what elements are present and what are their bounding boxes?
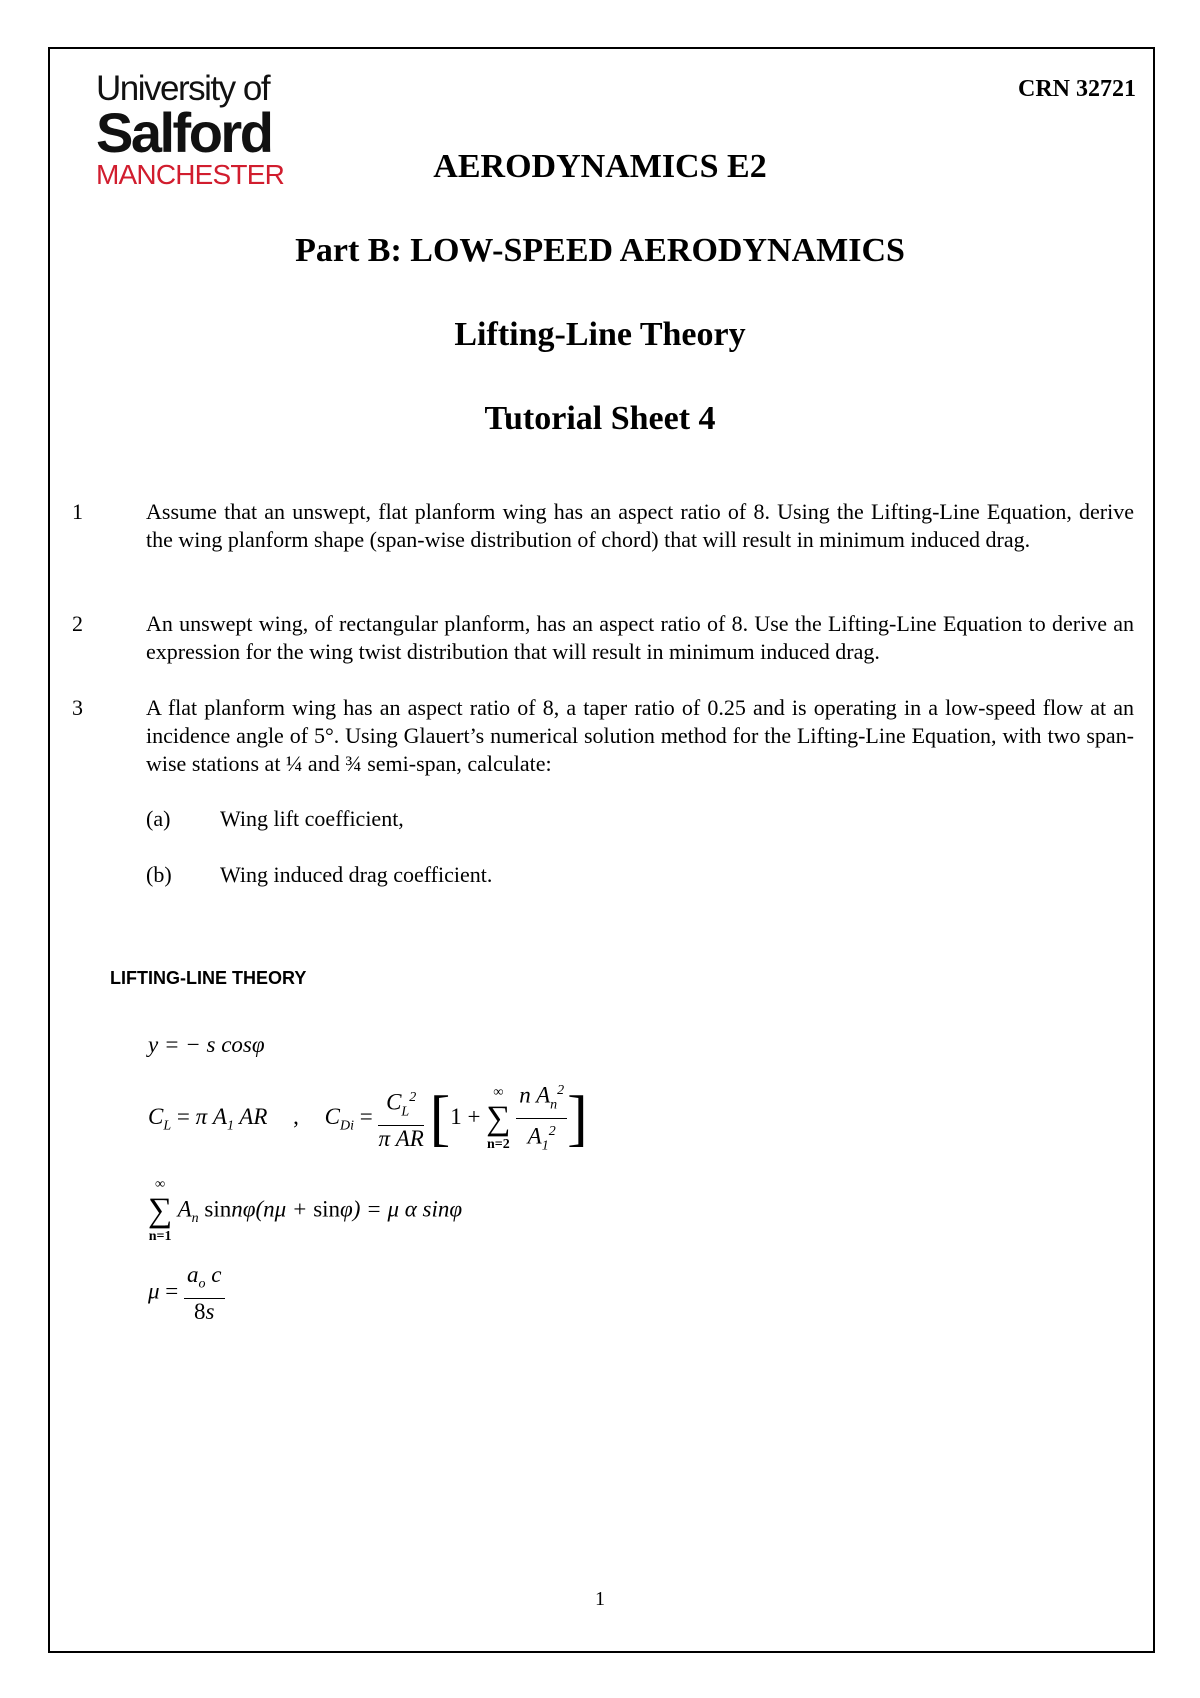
part-title: Part B: LOW-SPEED AERODYNAMICS (295, 232, 905, 269)
subpart-label: (a) (146, 806, 171, 831)
question-text: A flat planform wing has an aspect ratio of 8, a taper ratio of 0.25 and is operating in a low-speed flow at an incidence angle of 5°. Using Glauert’s numerical solution method for the Lifting-Line Equation, with two span-wise stations at ¼ and ¾ semi-span, calculate: (146, 695, 1134, 776)
question-number: 3 (72, 695, 83, 720)
sheet-title: Tutorial Sheet 4 (484, 400, 716, 437)
formula-heading: LIFTING-LINE THEORY (110, 968, 307, 988)
question-number: 1 (72, 499, 83, 524)
question-text: An unswept wing, of rectangular planform, has an aspect ratio of 8. Use the Lifting-Line Equation to derive an expression for the wing twist distribution that will result in minimum induced drag. (146, 611, 1134, 664)
equation-y: y = − s cosφ (148, 1032, 265, 1057)
question-1 (72, 498, 1134, 554)
question-2 (72, 610, 1134, 666)
subpart-text: Wing induced drag coefficient. (220, 862, 493, 887)
question-text: Assume that an unswept, flat planform wing has an aspect ratio of 8. Using the Lifting-Line Equation, derive the wing planform shape (span-wise distribution of chord) that will result in minimum induced drag. (146, 499, 1134, 552)
logo-line-manchester: MANCHESTER (96, 159, 285, 190)
subpart-label: (b) (146, 862, 172, 887)
question-number: 2 (72, 611, 83, 636)
subpart-text: Wing lift coefficient, (220, 806, 404, 831)
question-3 (72, 694, 1134, 778)
crn-code: CRN 32721 (1018, 76, 1136, 102)
equation-lift-drag: $C_L = \pi$ $A_1$ AR , $C_{Di}$ = $\frac{C_L^2}{\text{π AR}}$ [1 + ∞ ∑ n=2 $\frac{n A_n^2}{A_1^2}$ ] (148, 1078, 588, 1160)
subpart-a (146, 806, 404, 832)
subpart-b (146, 862, 492, 888)
equation-glauert: ∞ ∑ n=1 $A_n$ sinnφ(nμ + sinφ) = μ α sinφ (148, 1177, 463, 1244)
logo-line-university: University of (96, 69, 270, 108)
course-title: AERODYNAMICS E2 (433, 148, 767, 185)
topic-title: Lifting-Line Theory (454, 316, 746, 353)
page-border (48, 47, 1155, 1653)
equation-mu: μ = $\frac{a_o c}{8s}$ (148, 1262, 225, 1325)
page-number: 1 (595, 1588, 605, 1610)
logo-line-salford: Salford (96, 101, 272, 164)
equation-glauert-rhs: = μ α sinφ (366, 1196, 463, 1222)
